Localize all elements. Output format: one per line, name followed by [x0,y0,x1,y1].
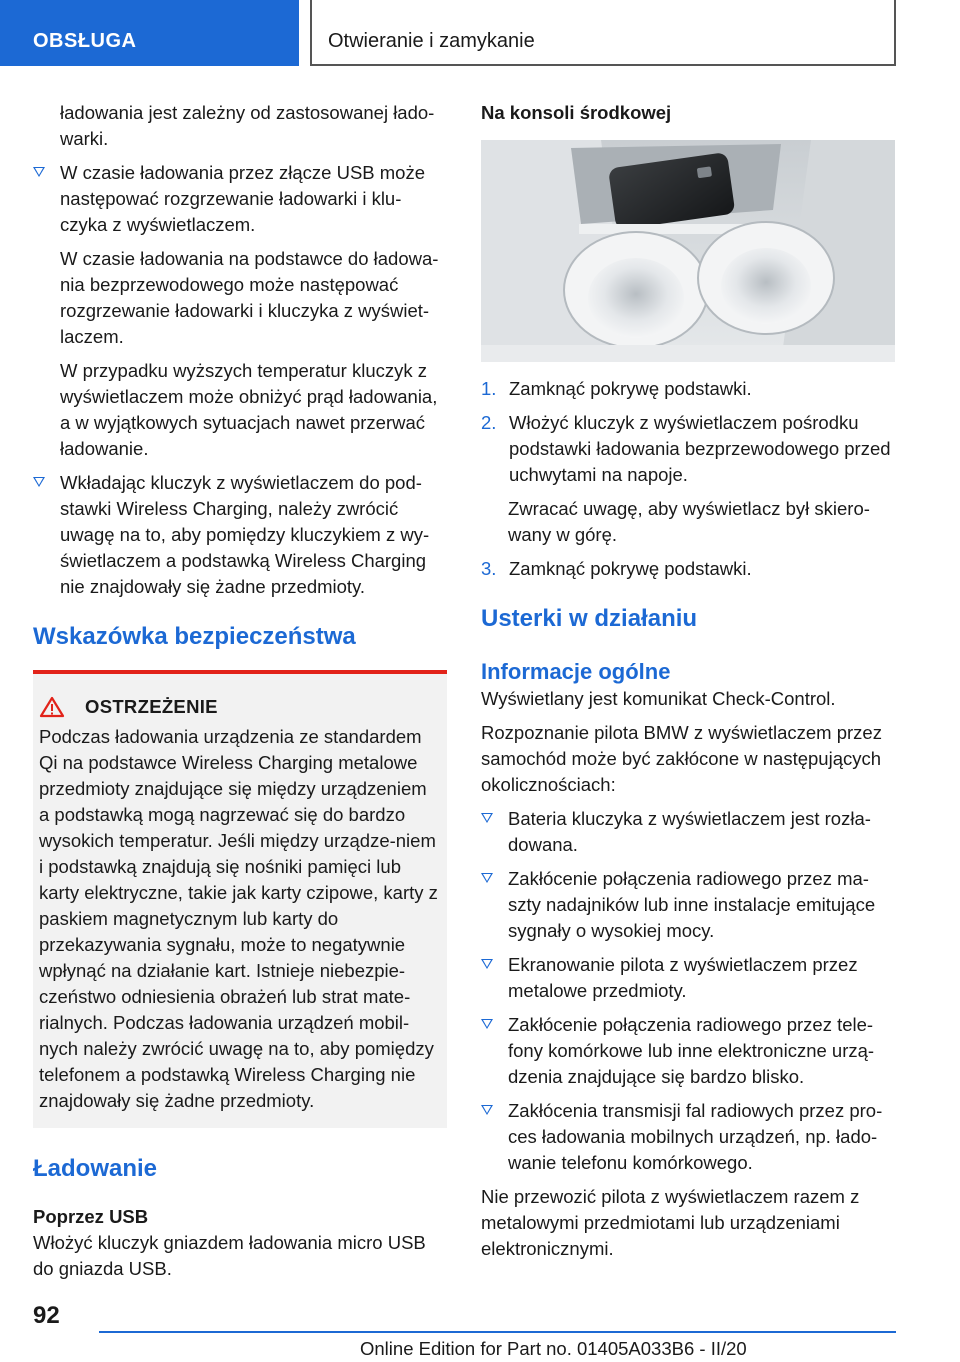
warning-title: OSTRZEŻENIE [85,696,218,717]
list-item-text: Ekranowanie pilota z wyświetlaczem przez metalowe przedmioty. [508,954,858,1001]
edition-footer: Online Edition for Part no. 01405A033B6 - II/20 [360,1338,747,1359]
list-item [481,952,895,1004]
warning-box [33,670,447,1128]
triangle-bullet-icon [481,1105,493,1115]
list-item [33,470,447,600]
step-number: 1. [481,378,497,399]
step-text: Włożyć kluczyk z wyświetlaczem pośrodku podstawki ładowania bezprzewodowego przed uchwytami na napoje. [509,412,891,485]
section-tab: OBSŁUGA [0,0,299,66]
closing-paragraph: Nie przewozić pilota z wyświetlaczem razem z metalowymi przedmiotami lub urządzeniami elektronicznymi. [481,1186,860,1259]
step-item [481,376,895,402]
list-item-text: Zakłócenie połączenia radiowego przez ma-szty nadajników lub inne instalacje emitujące sygnały o wysokiej mocy. [508,868,876,941]
list-item [33,160,447,238]
intro-continuation: ładowania jest zależny od zastosowanej łado- warki. [60,102,435,149]
faults-heading: Usterki w działaniu [481,605,698,632]
list-item-text: Zakłócenie połączenia radiowego przez tele-fony komórkowe lub inne elektroniczne urzą-dzenia znajdujące się bardzo blisko. [508,1014,875,1087]
step-text: Zamknąć pokrywę podstawki. [509,558,752,579]
general-heading: Informacje ogólne [481,659,671,684]
step-note: Zwracać uwagę, aby wyświetlacz był skiero-wany w górę. [508,498,870,545]
wireless-charging-tray-image [481,140,895,362]
list-item-text: Zakłócenia transmisji fal radiowych przez pro-ces ładowania mobilnych urządzeń, np. łado-wanie telefonu komórkowego. [508,1100,883,1173]
chapter-title: Otwieranie i zamykanie [310,0,896,66]
paragraph: W czasie ładowania na podstawce do ładowa-nia bezprzewodowego może następować rozgrzewanie ładowarki i kluczyka z wyświet-laczem. [60,248,439,347]
footer-divider [99,1331,896,1333]
triangle-bullet-icon [33,477,45,487]
right-column [481,100,895,1270]
paragraph: Wyświetlany jest komunikat Check-Control. [481,688,836,709]
step-item [481,556,895,582]
list-item [481,1012,895,1090]
step-item [481,410,895,488]
triangle-bullet-icon [481,873,493,883]
list-item-text: Bateria kluczyka z wyświetlaczem jest rozła-dowana. [508,808,871,855]
page-number: 92 [33,1302,60,1329]
step-text: Zamknąć pokrywę podstawki. [509,378,752,399]
warning-header [39,694,441,720]
step-number: 3. [481,558,497,579]
triangle-bullet-icon [481,959,493,969]
warning-triangle-icon [39,696,65,718]
charging-heading: Ładowanie [33,1155,158,1182]
list-item [481,1098,895,1176]
left-column [33,100,447,1290]
console-charging-photo [481,140,895,362]
usb-text: Włożyć kluczyk gniazdem ładowania micro USB do gniazda USB. [33,1232,426,1279]
list-item-text: W czasie ładowania przez złącze USB może następować rozgrzewanie ładowarki i klu-czyka z wyświetlaczem. [60,162,426,235]
list-item [481,806,895,858]
paragraph: W przypadku wyższych temperatur kluczyk z wyświetlaczem może obniżyć prąd ładowania, a w wyjątkowych sytuacjach nawet przerwać ładowanie. [60,360,438,459]
warning-text: Podczas ładowania urządzenia ze standardem Qi na podstawce Wireless Charging metalowe przedmioty znajdujące się między urządzeniem a podstawką mogą nagrzewać się do bardzo wysokich temperatur. Jeśli między urządze-niem i podstawką znajdują się nośniki pamięci lub karty elektryczne, takie jak karty czipowe, karty z paskiem magnetycznym lub karty do przekazywania sygnału, może to negatywnie wpłynąć na działanie kart. Istnieje niebezpie-czeństwo odniesienia obrażeń lub strat mate-rialnych. Podczas ładowania urządzeń mobil-nych należy zwrócić uwagę na to, aby pomiędzy telefonem a podstawką Wireless Charging nie znajdowały się żadne przedmioty. [39,726,438,1111]
console-heading: Na konsoli środkowej [481,102,672,123]
list-item [481,866,895,944]
triangle-bullet-icon [481,813,493,823]
paragraph: Rozpoznanie pilota BMW z wyświetlaczem przez samochód może być zakłócone w następujących okolicznościach: [481,722,882,795]
triangle-bullet-icon [481,1019,493,1029]
list-item-text: Wkładając kluczyk z wyświetlaczem do pod-stawki Wireless Charging, należy zwrócić uwagę na to, aby pomiędzy kluczykiem z wy-świetlaczem a podstawką Wireless Charging nie znajdowały się żadne przedmioty. [60,472,430,597]
usb-heading: Poprzez USB [33,1206,149,1227]
safety-heading: Wskazówka bezpieczeństwa [33,623,356,650]
triangle-bullet-icon [33,167,45,177]
step-number: 2. [481,412,497,433]
